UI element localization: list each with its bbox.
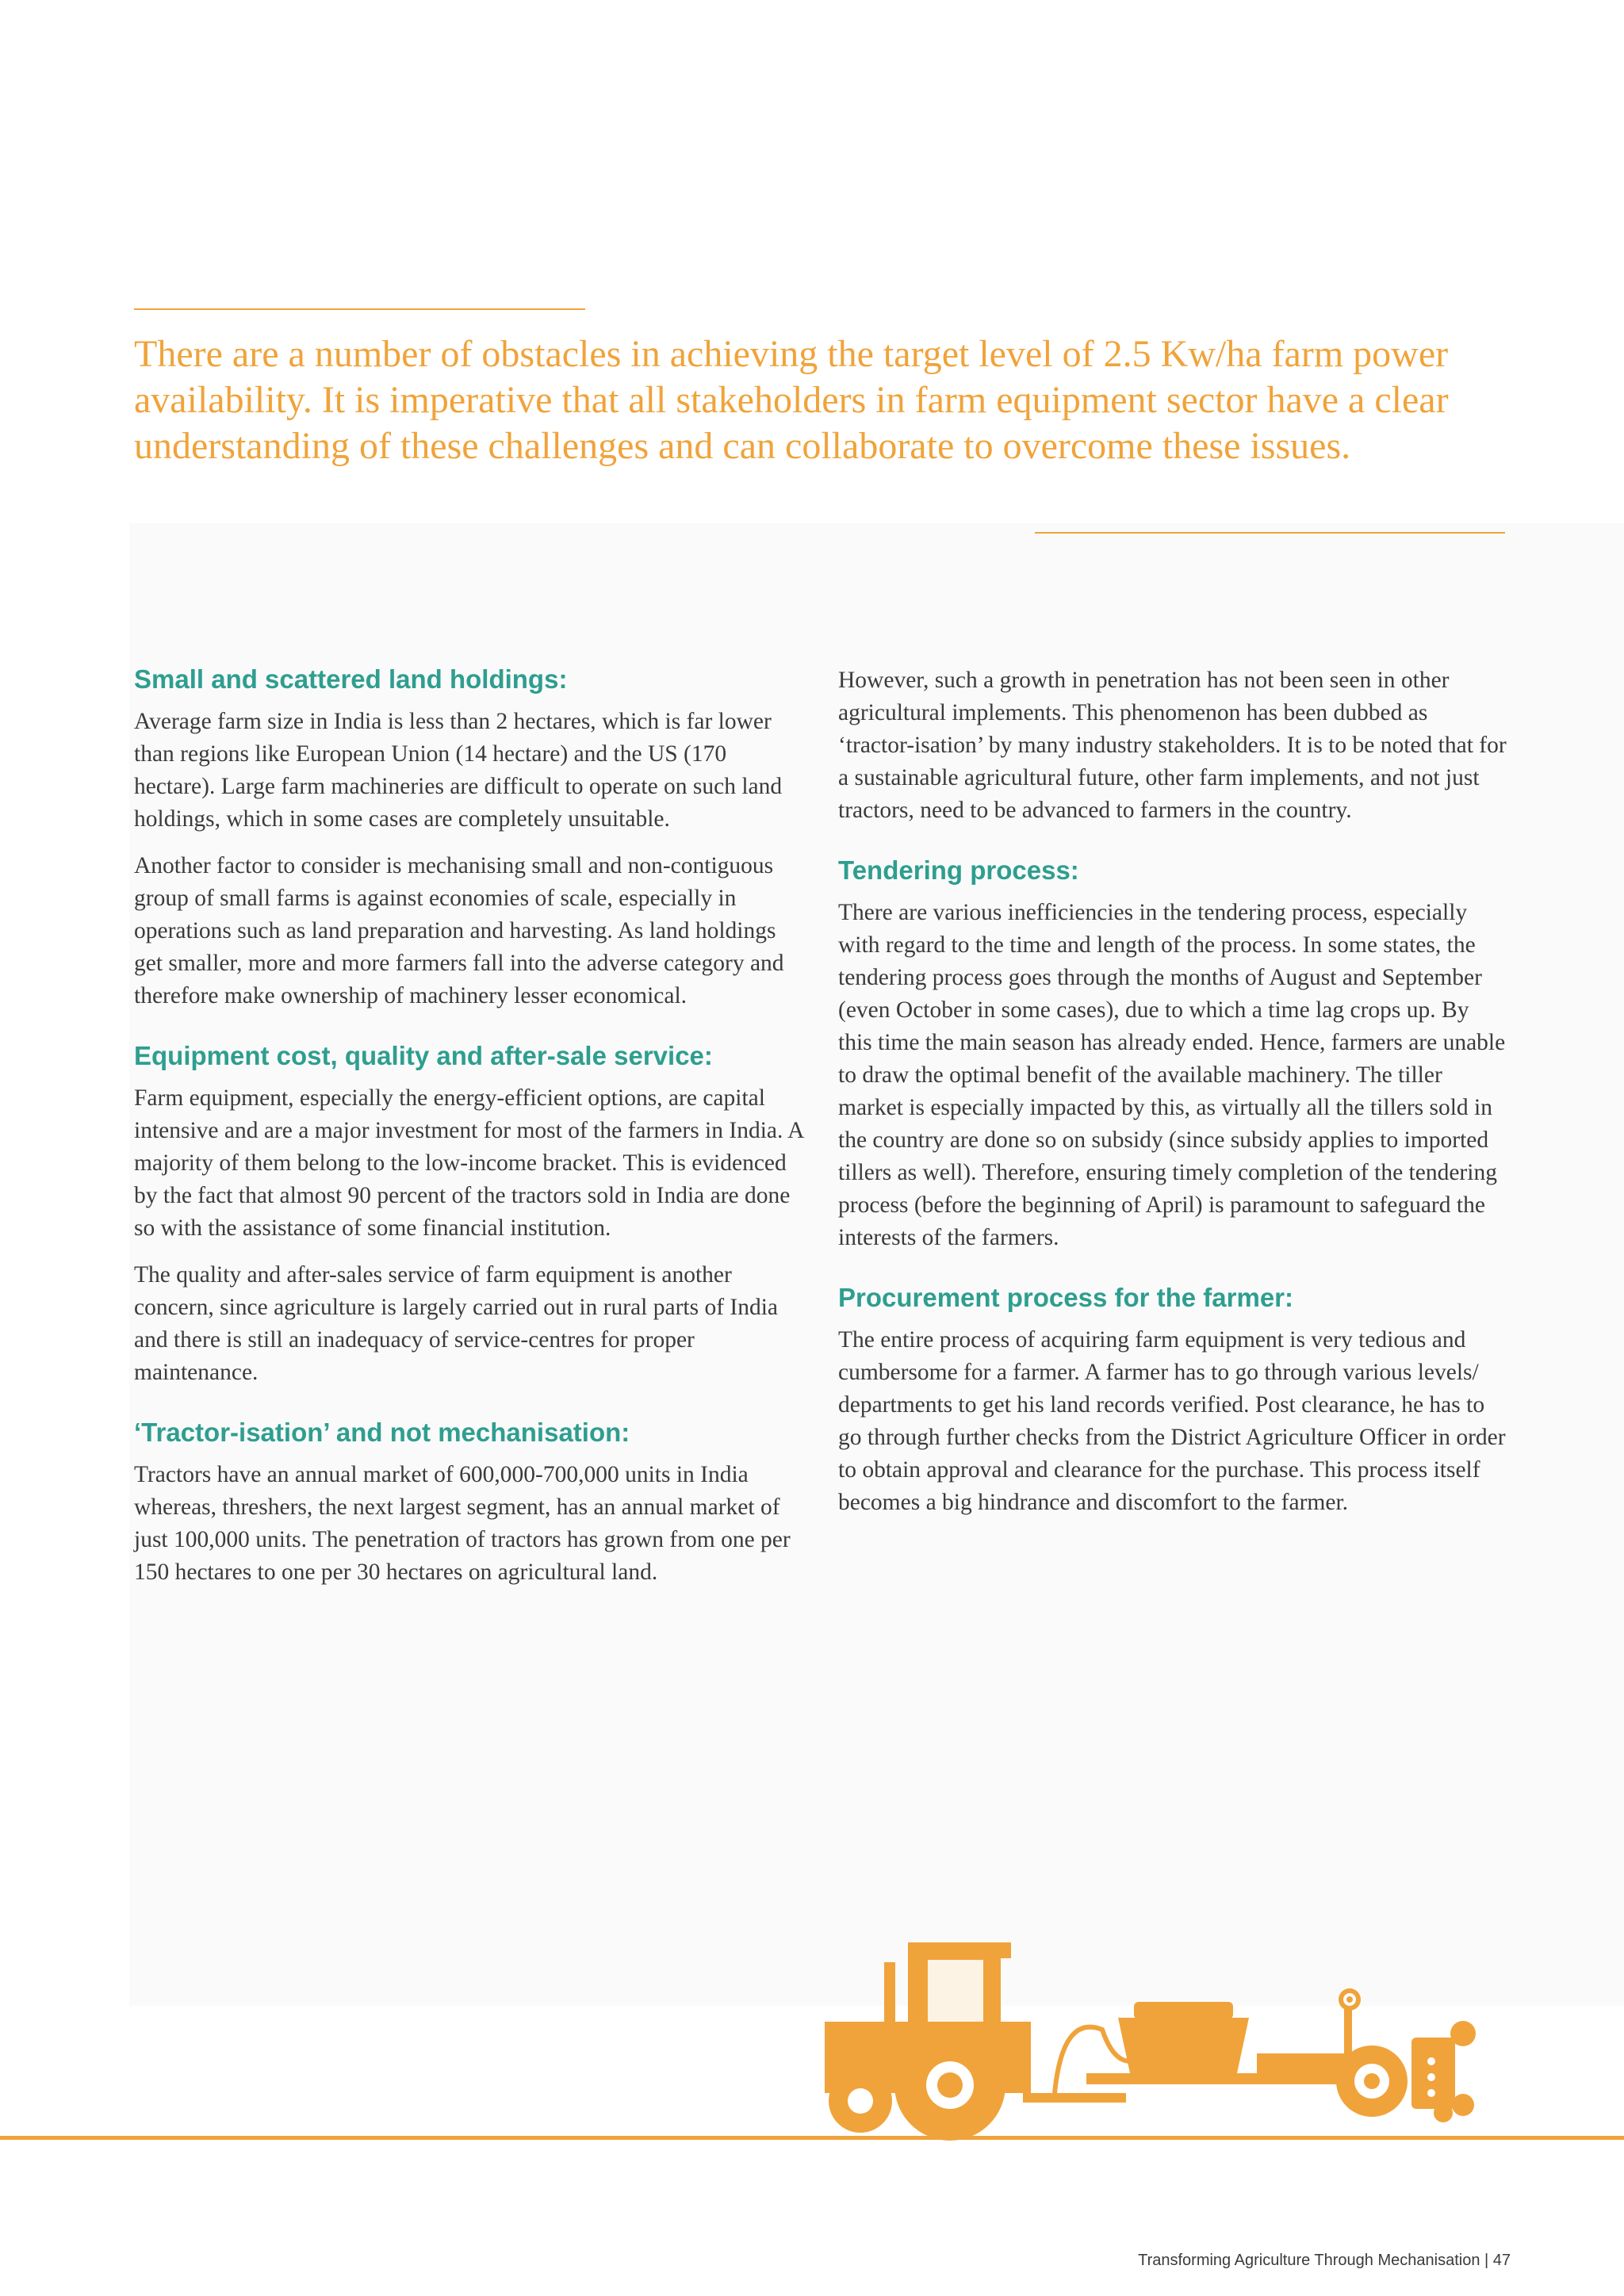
tractor-with-seed-drill-icon [817, 1934, 1515, 2141]
section-heading-tractor-isation: ‘Tractor-isation’ and not mechanisation: [134, 1418, 630, 1447]
ground-line [0, 2136, 1624, 2140]
section-heading-procurement: Procurement process for the farmer: [838, 1283, 1294, 1312]
paragraph: Tractors have an annual market of 600,000-700,000 units in India whereas, threshers, the next largest segment, has an annual market of just 100,000 units. The penetration of tractors has grown from one per 150 hectares to one per 30 hectares on agricultural land. [134, 1462, 791, 1585]
pullquote-top-rule [134, 308, 585, 310]
section-heading-tendering: Tendering process: [838, 855, 1079, 885]
paragraph: Average farm size in India is less than 2 hectares, which is far lower than regions like European Union (14 hectare) and the US (170 hectare). Large farm machineries are difficult to operate on such land holdings, which in some cases are completely unsuitable. [134, 709, 783, 832]
paragraph: The quality and after-sales service of farm equipment is another concern, since agriculture is largely carried out in rural parts of India and there is still an inadequacy of service-centres for proper maintenance. [134, 1262, 779, 1385]
pullquote: There are a number of obstacles in achieving the target level of 2.5 Kw/ha farm power availability. It is imperative that all stakeholders in farm equipment sector have a clear understanding of these challenges and can collaborate to overcome these issues. [134, 333, 1449, 467]
right-column [838, 664, 1508, 1533]
page-footer: Transforming Agriculture Through Mechanisation | 47 [1138, 2252, 1511, 2269]
pullquote-bottom-rule [1035, 532, 1505, 534]
paragraph: The entire process of acquiring farm equipment is very tedious and cumbersome for a farmer. A farmer has to go through various levels/ departments to get his land records verified. Post clearance, he has to go through further checks from the District Agriculture Officer in order to obtain approval and clearance for the purchase. This process itself becomes a big hindrance and discomfort to the farmer. [838, 1327, 1506, 1515]
paragraph: There are various inefficiencies in the tendering process, especially with regard to the time and length of the process. In some states, the tendering process goes through the months of August and September (even October in some cases), due to which a time lag crops up. By this time the main season has already ended. Hence, farmers are unable to draw the optimal benefit of the available machinery. The tiller market is especially impacted by this, as virtually all the tillers sold in the country are done so on subsidy (since subsidy applies to imported tillers as well). Therefore, ensuring timely completion of the tendering process (before the beginning of April) is paramount to safeguard the interests of the farmers. [838, 900, 1506, 1250]
paragraph: Another factor to consider is mechanising small and non-contiguous group of small farms is against economies of scale, especially in operations such as land preparation and harvesting. As land holdings get smaller, more and more farmers fall into the adverse category and therefore make ownership of machinery lesser economical. [134, 853, 784, 1008]
paragraph: However, such a growth in penetration has not been seen in other agricultural implements. This phenomenon has been dubbed as ‘tractor-isation’ by many industry stakeholders. It is to be noted that for a sustainable agricultural future, other farm implements, and not just tractors, need to be advanced to farmers in the country. [838, 668, 1507, 823]
paragraph: Farm equipment, especially the energy-efficient options, are capital intensive and are a major investment for most of the farmers in India. A majority of them belong to the low-income bracket. This is evidenced by the fact that almost 90 percent of the tractors sold in India are done so with the assistance of some financial institution. [134, 1085, 803, 1241]
left-column [134, 663, 804, 1603]
section-heading-equipment-cost: Equipment cost, quality and after-sale service: [134, 1041, 713, 1070]
section-heading-land-holdings: Small and scattered land holdings: [134, 664, 568, 694]
